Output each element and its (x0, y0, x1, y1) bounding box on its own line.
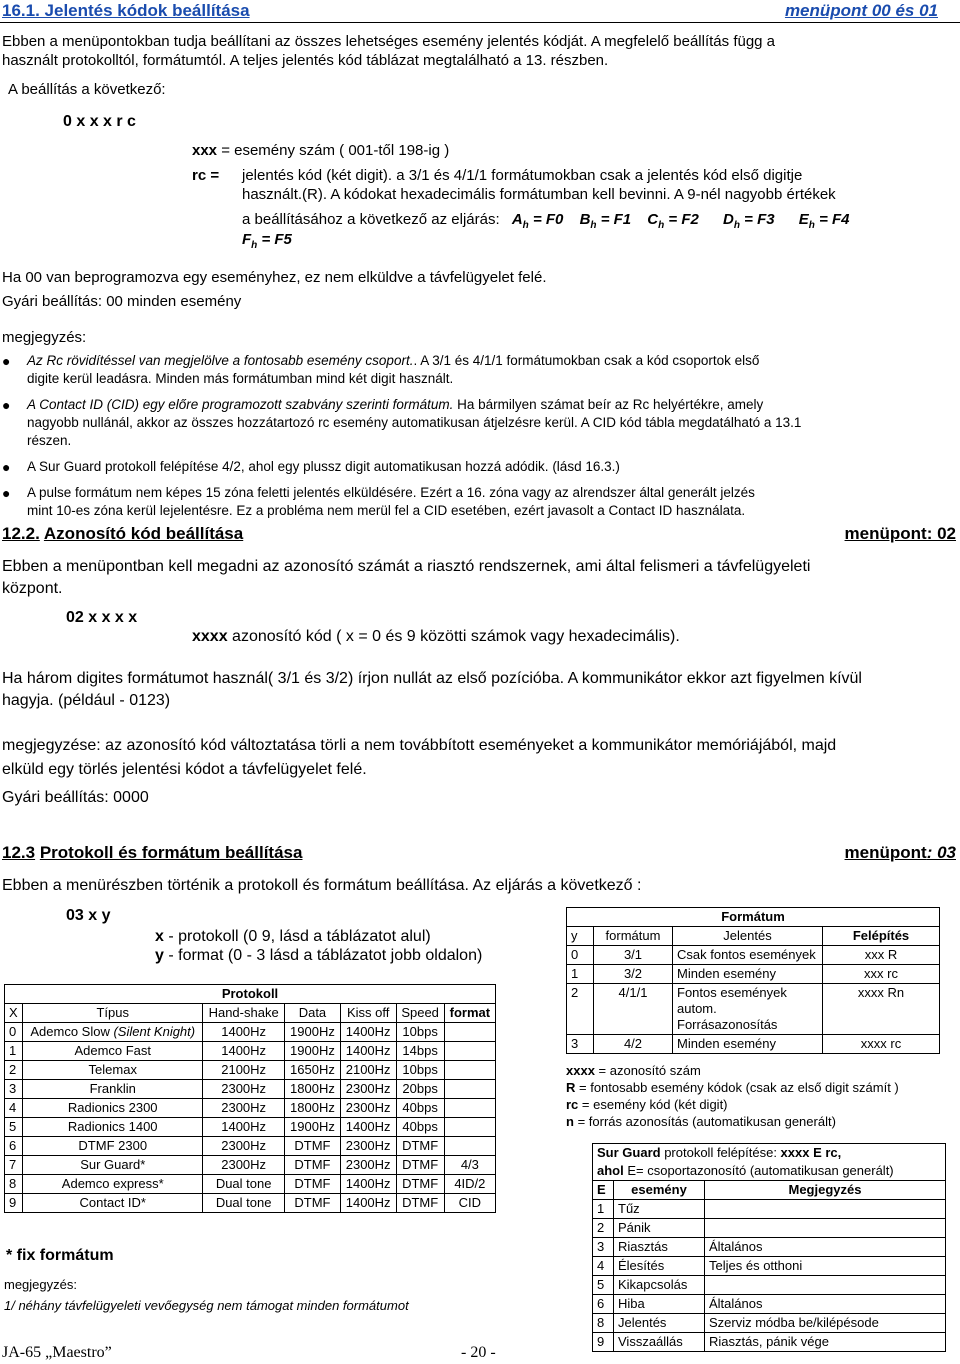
table-cell: Riasztás (614, 1238, 705, 1257)
table-cell: 2300Hz (203, 1080, 285, 1099)
protocol-note: 1/ néhány távfelügyeleti vevőegység nem támogat minden formátumot (4, 1298, 409, 1313)
table-header: E esemény Megjegyzés (593, 1181, 946, 1200)
table-cell: Pánik (614, 1219, 705, 1238)
table-cell: 7 (5, 1156, 23, 1175)
table-cell: DTMF (285, 1156, 341, 1175)
table-cell: 1400Hz (340, 1023, 396, 1042)
section-2-heading: 12.2. Azonosító kód beállítása menüpont: 02 (2, 524, 956, 543)
table-cell: 40bps (396, 1099, 444, 1118)
factory-setting: Gyári beállítás: 00 minden esemény (2, 293, 242, 310)
table-cell (444, 1042, 495, 1061)
section-title: 16.1. Jelentés kódok beállítása (2, 1, 250, 20)
factory-setting-2: Gyári beállítás: 0000 (2, 789, 149, 806)
bullet-icon: ● (2, 397, 11, 413)
table-cell: 1400Hz (203, 1118, 285, 1137)
three-digit-note: Ha három digites formátumot használ( 3/1 és 3/2) írjon nullát az első pozícióba. A kommunikátor ekkor azt figyelmen kívül hagyja. (például - 0123) (2, 670, 862, 709)
table-cell: 1800Hz (285, 1099, 341, 1118)
table-row (593, 1257, 946, 1276)
table-cell: 1400Hz (340, 1175, 396, 1194)
table-cell: 0 (567, 946, 594, 965)
table-cell: xxx rc (823, 965, 940, 984)
table-row (5, 1061, 496, 1080)
format-table-title: Formátum (567, 908, 940, 927)
rc-key: rc = (192, 167, 220, 184)
table-row (593, 1219, 946, 1238)
table-row (567, 984, 940, 1035)
table-cell (444, 1023, 495, 1042)
table-cell: 5 (593, 1276, 614, 1295)
list-item: ● A Contact ID (CID) egy előre programozott szabvány szerinti formátum. Ha bármilyen számat beír az Rc helyértékre, amely nagyobb nullánál, akkor az összes hozzátartozó rc esemény automatikusan átjelzésre kerül. A CID kód tábla megdatálható a 13.1 részen. (2, 397, 802, 448)
table-cell: Minden esemény (673, 965, 823, 984)
table-cell: DTMF (396, 1137, 444, 1156)
id-code-format: 02 x x x x (66, 609, 138, 626)
table-cell (444, 1137, 495, 1156)
table-cell: 2300Hz (340, 1080, 396, 1099)
xxx-definition: xxx = esemény szám ( 001-től 198-ig ) (192, 142, 450, 159)
table-cell: 2300Hz (340, 1137, 396, 1156)
table-cell: 8 (5, 1175, 23, 1194)
table-cell: Ademco Fast (23, 1042, 203, 1061)
table-cell: 2 (567, 984, 594, 1035)
table-header: y formátum Jelentés Felépítés (567, 927, 940, 946)
table-cell: 1900Hz (285, 1023, 341, 1042)
table-cell: Sur Guard* (23, 1156, 203, 1175)
table-cell: 1400Hz (340, 1118, 396, 1137)
table-cell: Hiba (614, 1295, 705, 1314)
bullet-icon: ● (2, 485, 11, 501)
code-format: 0 x x x r c (63, 113, 136, 130)
table-cell: DTMF (285, 1175, 341, 1194)
table-cell: 1 (567, 965, 594, 984)
hex-mapping: a beállításához a következő az eljárás: $A_h = F0$ $B_h = F1$ $C_h = F2$ $D_h = F3$ $E_h = F4$ (242, 211, 850, 231)
table-cell: Franklin (23, 1080, 203, 1099)
page-header (0, 0, 960, 23)
table-cell: 1900Hz (285, 1042, 341, 1061)
table-cell: Telemax (23, 1061, 203, 1080)
table-row (593, 1314, 946, 1333)
table-cell: 2300Hz (203, 1156, 285, 1175)
menu-label: menüpont 00 és 01 (784, 1, 938, 20)
note-title: megjegyzés: (2, 329, 87, 346)
notes-list (0, 352, 958, 520)
table-cell (444, 1080, 495, 1099)
table-cell: 4/1/1 (594, 984, 673, 1035)
section-2-intro: Ebben a menüpontban kell megadni az azonosító számát a riasztó rendszernek, ami által felismeri a távfelügyeleti központ. (2, 558, 811, 597)
protocol-table-title: Protokoll (5, 985, 496, 1004)
table-cell (444, 1061, 495, 1080)
table-row (5, 1137, 496, 1156)
table-cell: 2300Hz (340, 1099, 396, 1118)
table-cell: 2300Hz (203, 1137, 285, 1156)
table-row (5, 1118, 496, 1137)
table-cell: Élesítés (614, 1257, 705, 1276)
x-definition: x - protokoll (0 9, lásd a táblázatot alul) (155, 928, 431, 945)
setting-label: A beállítás a következő: (8, 81, 166, 98)
table-cell: 1400Hz (340, 1042, 396, 1061)
table-cell: 1400Hz (203, 1042, 285, 1061)
table-cell: xxxx rc (823, 1035, 940, 1054)
table-cell: DTMF (285, 1194, 341, 1213)
table-cell: Általános (705, 1295, 946, 1314)
table-row (5, 1194, 496, 1213)
table-cell: DTMF (396, 1194, 444, 1213)
table-cell: Riasztás, pánik végе (705, 1333, 946, 1352)
table-row (5, 1099, 496, 1118)
format-table (566, 907, 940, 1054)
table-cell: 9 (593, 1333, 614, 1352)
table-row (593, 1333, 946, 1352)
table-cell: 40bps (396, 1118, 444, 1137)
table-cell: DTMF (396, 1156, 444, 1175)
table-cell: 4/2 (594, 1035, 673, 1054)
table-cell (444, 1099, 495, 1118)
table-row (567, 1035, 940, 1054)
table-row (5, 1175, 496, 1194)
table-cell: 6 (5, 1137, 23, 1156)
hex-mapping-f: $F_h = F5$ (242, 231, 292, 251)
table-cell: Dual tone (203, 1194, 285, 1213)
table-cell: Minden esemény (673, 1035, 823, 1054)
table-row (593, 1276, 946, 1295)
table-cell: DTMF 2300 (23, 1137, 203, 1156)
table-cell: 6 (593, 1295, 614, 1314)
table-cell: Fontos események autom. Forrásazonosítás (673, 984, 823, 1035)
table-cell: xxx R (823, 946, 940, 965)
table-cell: 4 (5, 1099, 23, 1118)
table-cell: 2 (5, 1061, 23, 1080)
table-cell: Radionics 2300 (23, 1099, 203, 1118)
section-3-heading: 12.3 Protokoll és formátum beállítása menüpont: 03 (2, 843, 956, 862)
table-cell: Contact ID* (23, 1194, 203, 1213)
fix-format-note: * fix formátum (6, 1247, 114, 1264)
table-cell: 8 (593, 1314, 614, 1333)
table-row (5, 1042, 496, 1061)
list-item: ● Az Rc rövidítéssel van megjelölve a fontosabb esemény csoport.. A 3/1 és 4/1/1 formátumokban csak a kód csoportok első digite kerül leadásra. Minden más formátumban mind két digit használt. (2, 353, 760, 386)
table-row (593, 1200, 946, 1219)
table-cell: Szerviz módba be/kilépésode (705, 1314, 946, 1333)
table-cell: 3 (593, 1238, 614, 1257)
table-cell: 2100Hz (340, 1061, 396, 1080)
table-cell: Kikapcsolás (614, 1276, 705, 1295)
table-cell: 2300Hz (340, 1156, 396, 1175)
table-row (567, 946, 940, 965)
table-row (5, 1080, 496, 1099)
footer-model: JA-65 „Maestro” (2, 1344, 112, 1361)
table-cell: Csak fontos események (673, 946, 823, 965)
table-cell: 4/3 (444, 1156, 495, 1175)
table-row (593, 1295, 946, 1314)
xxxx-definition: xxxx azonosító kód ( x = 0 és 9 közötti számok vagy hexadecimális). (192, 628, 680, 645)
table-cell: 4ID/2 (444, 1175, 495, 1194)
protocol-table (4, 984, 496, 1213)
table-cell: 1 (593, 1200, 614, 1219)
table-cell: DTMF (396, 1175, 444, 1194)
format-legend: xxxx = azonosító szám R = fontosabb esemény kódok (csak az első digit számít ) rc = esemény kód (két digit) n = forrás azonosítás (automatikusan generált) (566, 1063, 899, 1129)
table-cell: 1900Hz (285, 1118, 341, 1137)
table-row (5, 1023, 496, 1042)
table-cell: Dual tone (203, 1175, 285, 1194)
table-cell: Visszaállás (614, 1333, 705, 1352)
table-cell: Ademco express* (23, 1175, 203, 1194)
table-cell: Jelentés (614, 1314, 705, 1333)
table-cell: 1400Hz (203, 1023, 285, 1042)
table-row (567, 965, 940, 984)
table-cell (705, 1276, 946, 1295)
table-cell (705, 1219, 946, 1238)
table-cell: 2300Hz (203, 1099, 285, 1118)
table-cell: 3 (5, 1080, 23, 1099)
y-definition: y - format (0 - 3 lásd a táblázatot jobb oldalon) (155, 947, 483, 964)
protocol-code-format: 03 x y (66, 907, 111, 924)
table-cell: Általános (705, 1238, 946, 1257)
table-cell: 14bps (396, 1042, 444, 1061)
table-cell: 10bps (396, 1023, 444, 1042)
rc-definition: jelentés kód (két digit). a 3/1 és 4/1/1 formátumokban csak a jelentés kód első digitje használt.(R). A kódokat hexadecimális formátumban kell bevinni. A 9-nél nagyobb értékek (242, 167, 836, 203)
table-cell: Radionics 1400 (23, 1118, 203, 1137)
table-cell: 5 (5, 1118, 23, 1137)
table-header: X Típus Hand-shake Data Kiss off Speed format (5, 1004, 496, 1023)
protocol-note-title: megjegyzés: (4, 1277, 77, 1292)
table-cell: 1400Hz (340, 1194, 396, 1213)
section-3-intro: Ebben a menürészben történik a protokoll és formátum beállítása. Az eljárás a következő : (2, 877, 642, 894)
table-cell: 3/2 (594, 965, 673, 984)
intro-paragraph: Ebben a menüpontokban tudja beállítani az összes lehetséges esemény jelentés kódját. A megfelelő beállítás függ a használt protokolltól, formátumtól. A teljes jelentés kód táblázat megtalálható a 13. részben. (2, 33, 776, 69)
table-cell: 3/1 (594, 946, 673, 965)
table-cell: 0 (5, 1023, 23, 1042)
table-cell: xxxx Rn (823, 984, 940, 1035)
zero-code-note: Ha 00 van beprogramozva egy eseményhez, ez nem elküldve a távfelügyelet felé. (2, 269, 547, 286)
table-cell (444, 1118, 495, 1137)
page-number: - 20 - (461, 1344, 496, 1361)
table-row (593, 1238, 946, 1257)
table-cell: Teljes és otthoni (705, 1257, 946, 1276)
bullet-icon: ● (2, 353, 11, 369)
table-cell (705, 1200, 946, 1219)
table-cell: 20bps (396, 1080, 444, 1099)
table-cell: 10bps (396, 1061, 444, 1080)
table-cell: Tűz (614, 1200, 705, 1219)
surguard-table: Sur Guard protokoll felépítése: xxxx E rc, ahol E= csoportazonosító (automatikusan generált) E esemény Megjegyzés 1 Tűz 2 Pánik 3 Riasztás Általános 4 Élesítés Teljes és otthoni 5 Kikapcsolás 6 Hiba Általános 8 Jelentés Szerviz módba be/kilépésode 9 Visszaállás Riasztás, pánik végе (592, 1143, 946, 1352)
table-cell: 1800Hz (285, 1080, 341, 1099)
table-cell: 4 (593, 1257, 614, 1276)
id-change-note: megjegyzése: az azonosító kód változtatása törli a nem továbbított eseményeket a kommunikátor memóriájából, majd elküld egy törlés jelentési kódot a távfelügyelet felé. (2, 737, 837, 778)
table-cell: 3 (567, 1035, 594, 1054)
table-cell: 2 (593, 1219, 614, 1238)
table-cell: DTMF (285, 1137, 341, 1156)
table-cell: Ademco Slow (Silent Knight) (23, 1023, 203, 1042)
table-cell: 9 (5, 1194, 23, 1213)
table-cell: 1650Hz (285, 1061, 341, 1080)
bullet-icon: ● (2, 459, 11, 475)
table-row (5, 1156, 496, 1175)
table-cell: CID (444, 1194, 495, 1213)
list-item: ● A Sur Guard protokoll felépítése 4/2, ahol egy plussz digit automatikusan hozzá adódik. (lásd 16.3.) (2, 459, 620, 475)
list-item: ● A pulse formátum nem képes 15 zóna feletti jelentés elküldésére. Ezért a 16. zóna vagy az alrendszer által generált jelzés mint 10-es zóna kerül lejelentésre. Ez a probléma nem merül fel a CID esetében, ezért javasolt a Contact ID használata. (2, 485, 755, 518)
table-cell: 2100Hz (203, 1061, 285, 1080)
table-cell: 1 (5, 1042, 23, 1061)
